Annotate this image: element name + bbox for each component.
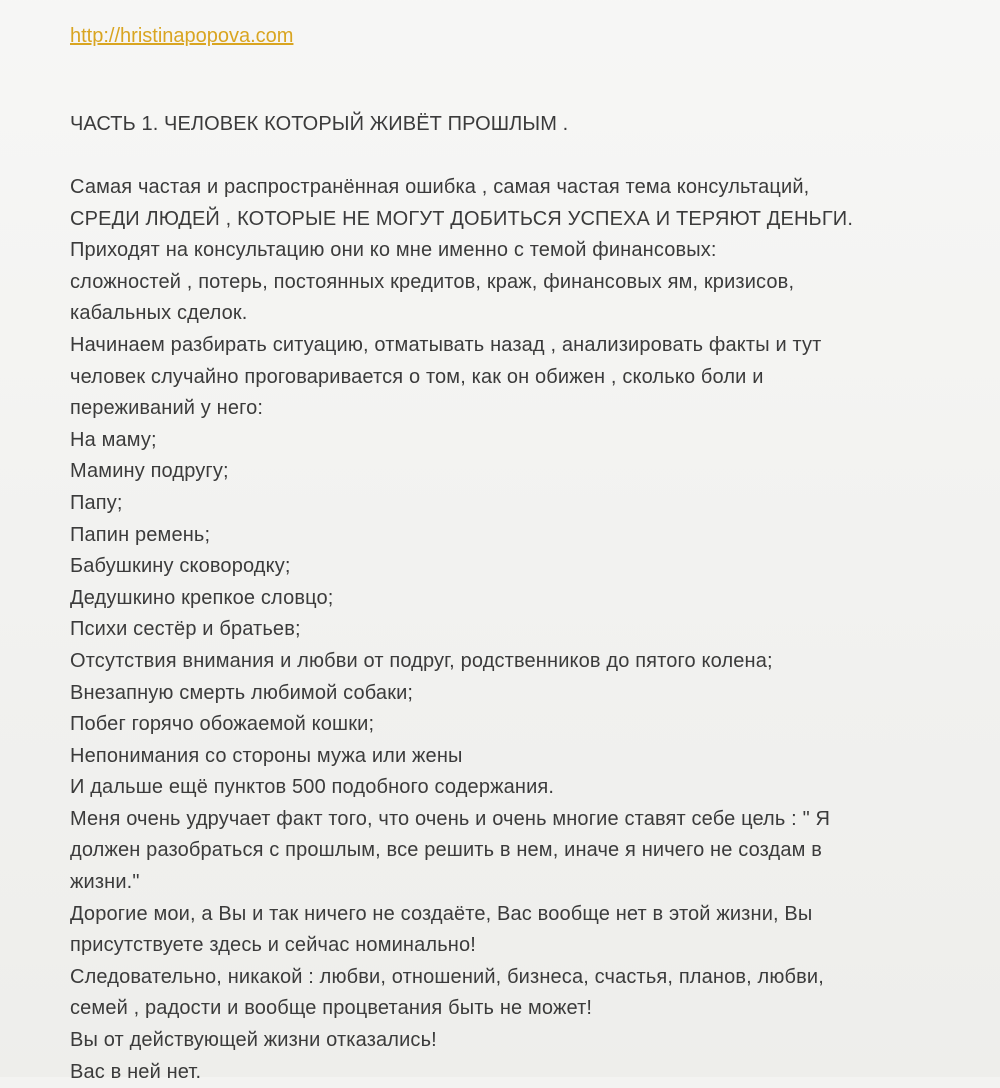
text-line: И дальше ещё пунктов 500 подобного содержания. — [70, 776, 555, 799]
text-line: Меня очень удручает факт того, что очень и очень многие ставят себе цель : " Я — [70, 807, 831, 830]
list-item: Психи сестёр и братьев; — [70, 618, 301, 641]
text-line: Приходят на консультацию они ко мне именно с темой финансовых: — [70, 239, 717, 262]
list-item: Дедушкино крепкое словцо; — [70, 586, 334, 609]
text-line: Дорогие мои, а Вы и так ничего не создаёте, Вас вообще нет в этой жизни, Вы — [70, 902, 813, 925]
text-line: Начинаем разбирать ситуацию, отматывать назад , анализировать факты и тут — [70, 333, 822, 356]
text-line: должен разобраться с прошлым, все решить в нем, иначе я ничего не создам в — [70, 839, 823, 862]
list-item: Внезапную смерть любимой собаки; — [70, 681, 414, 704]
text-line: Следовательно, никакой : любви, отношений, бизнеса, счастья, планов, любви, — [70, 965, 824, 988]
text-line: Вы от действующей жизни отказались! — [70, 1029, 437, 1052]
document-body — [70, 172, 940, 1088]
list-item: На маму; — [70, 428, 157, 451]
list-item: Мамину подругу; — [70, 460, 229, 483]
list-item: Папин ремень; — [70, 523, 211, 546]
list-item: Отсутствия внимания и любви от подруг, родственников до пятого колена; — [70, 649, 773, 672]
list-item: Непонимания со стороны мужа или жены — [70, 744, 463, 767]
list-item: Побег горячо обожаемой кошки; — [70, 713, 375, 736]
text-line: семей , радости и вообще процветания быть не может! — [70, 997, 593, 1020]
website-link[interactable]: http://hristinapopova.com — [70, 25, 294, 47]
text-line: СРЕДИ ЛЮДЕЙ , КОТОРЫЕ НЕ МОГУТ ДОБИТЬСЯ УСПЕХА И ТЕРЯЮТ ДЕНЬГИ. — [70, 207, 854, 230]
part-heading: ЧАСТЬ 1. ЧЕЛОВЕК КОТОРЫЙ ЖИВЁТ ПРОШЛЫМ . — [70, 113, 569, 135]
text-line: кабальных сделок. — [70, 302, 248, 325]
text-line: человек случайно проговаривается о том, как он обижен , сколько боли и — [70, 365, 764, 388]
text-line: сложностей , потерь, постоянных кредитов, краж, финансовых ям, кризисов, — [70, 270, 795, 293]
text-line: Вас в ней нет. — [70, 1060, 202, 1083]
text-line: переживаний у него: — [70, 397, 264, 420]
list-item: Бабушкину сковородку; — [70, 555, 291, 578]
text-line: Самая частая и распространённая ошибка , самая частая тема консультаций, — [70, 176, 810, 198]
text-line: присутствуете здесь и сейчас номинально! — [70, 934, 476, 957]
text-line: жизни." — [70, 871, 140, 894]
list-item: Папу; — [70, 491, 123, 514]
